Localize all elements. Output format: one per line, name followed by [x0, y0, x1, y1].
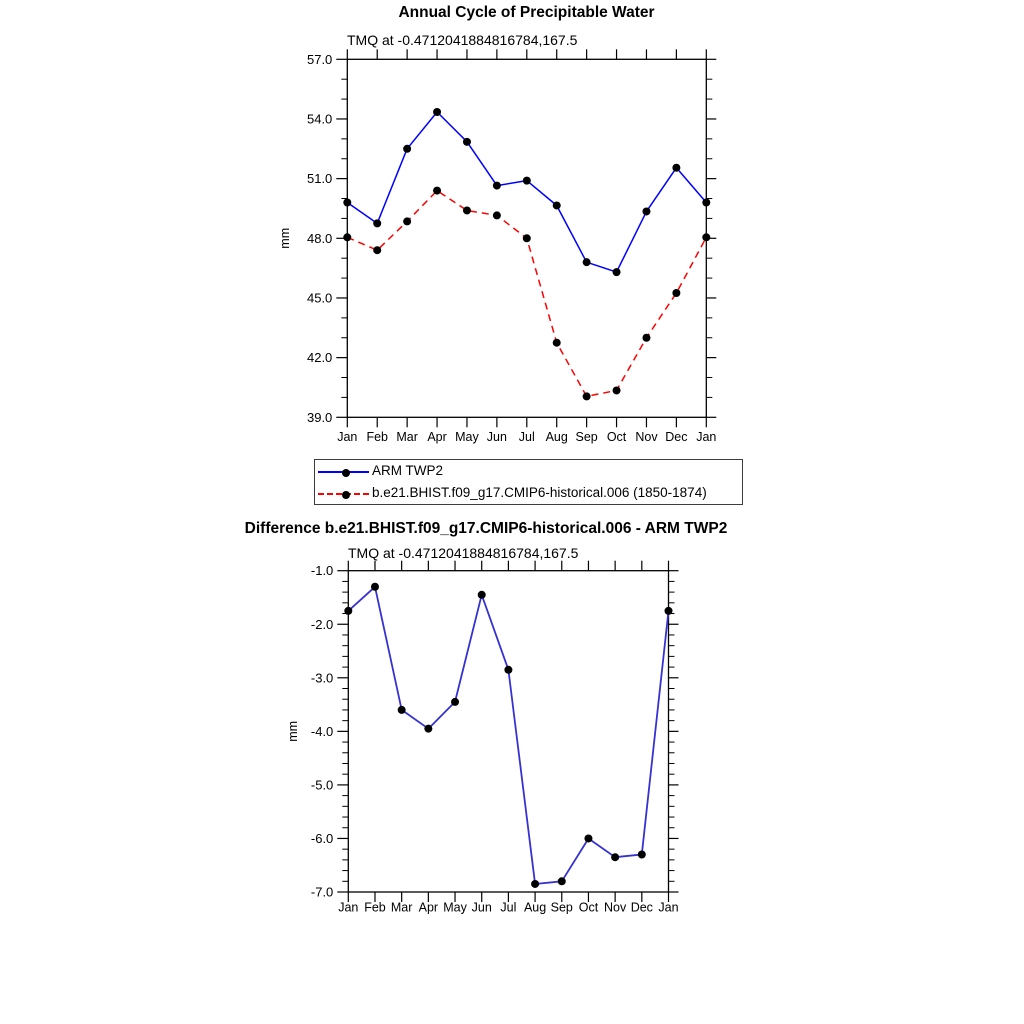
x-tick-label: Sep	[575, 430, 598, 444]
y-tick-label: -3.0	[310, 670, 334, 686]
y-tick-label: -5.0	[310, 777, 334, 793]
x-tick-label: Feb	[366, 430, 388, 444]
x-tick-label: Apr	[418, 900, 439, 915]
y-tick-label: 57.0	[306, 51, 333, 67]
x-tick-label: Dec	[630, 900, 653, 915]
data-point-marker	[451, 698, 459, 706]
data-point-marker	[584, 834, 592, 842]
data-point-marker	[373, 219, 381, 227]
data-point-marker	[463, 206, 471, 214]
data-point-marker	[343, 233, 351, 241]
data-point-marker	[523, 234, 531, 242]
x-tick-label: Feb	[364, 900, 386, 915]
series-line-0	[347, 112, 706, 272]
series-line-0	[348, 587, 668, 884]
legend-line-dashed-red	[318, 493, 369, 495]
x-tick-label: Sep	[550, 900, 573, 915]
data-point-marker	[702, 199, 710, 207]
y-tick-label: 54.0	[306, 111, 333, 127]
legend-label-model: b.e21.BHIST.f09_g17.CMIP6-historical.006 (1850-1874)	[372, 485, 707, 500]
x-tick-label: Apr	[427, 430, 447, 444]
data-point-marker	[398, 706, 406, 714]
chart1-subtitle: TMQ at -0.4712041884816784,167.5	[347, 32, 578, 48]
data-point-marker	[638, 851, 646, 859]
data-point-marker	[504, 666, 512, 674]
y-tick-label: -2.0	[310, 616, 334, 632]
series-line-1	[347, 191, 706, 397]
legend-marker-dot-icon	[342, 469, 350, 477]
data-point-marker	[642, 334, 650, 342]
x-tick-label: Nov	[635, 430, 658, 444]
data-point-marker	[433, 187, 441, 195]
x-tick-label: Jul	[500, 900, 517, 915]
legend-label-arm-twp2: ARM TWP2	[372, 463, 444, 478]
x-tick-label: Jan	[658, 900, 679, 915]
data-point-marker	[493, 182, 501, 190]
data-point-marker	[531, 880, 539, 888]
legend	[314, 459, 743, 505]
data-point-marker	[403, 217, 411, 225]
data-point-marker	[672, 164, 680, 172]
data-point-marker	[702, 233, 710, 241]
x-tick-label: Jul	[518, 430, 535, 444]
chart2-subtitle: TMQ at -0.4712041884816784,167.5	[348, 545, 579, 561]
data-point-marker	[642, 207, 650, 215]
x-tick-label: Jan	[337, 430, 358, 444]
chart1-title: Annual Cycle of Precipitable Water	[398, 4, 655, 21]
data-point-marker	[403, 145, 411, 153]
x-tick-label: Oct	[606, 430, 627, 444]
x-tick-label: Mar	[390, 900, 413, 915]
y-tick-label: 45.0	[306, 290, 333, 306]
data-point-marker	[613, 386, 621, 394]
legend-item-arm-twp2	[315, 461, 742, 482]
data-point-marker	[344, 607, 352, 615]
x-tick-label: Jan	[338, 900, 359, 915]
data-point-marker	[553, 339, 561, 347]
y-tick-label: -6.0	[310, 830, 334, 846]
data-point-marker	[424, 725, 432, 733]
data-point-marker	[343, 199, 351, 207]
data-point-marker	[558, 877, 566, 885]
y-tick-label: 51.0	[306, 171, 333, 187]
x-tick-label: Jan	[696, 430, 717, 444]
y-axis-title: mm	[286, 720, 300, 742]
x-tick-label: May	[443, 900, 467, 915]
x-tick-label: Aug	[545, 430, 568, 444]
x-tick-label: May	[455, 430, 479, 444]
data-point-marker	[611, 853, 619, 861]
plot-frame	[348, 571, 668, 892]
legend-line-solid-blue	[318, 471, 369, 473]
x-tick-label: Dec	[665, 430, 688, 444]
data-point-marker	[463, 138, 471, 146]
data-point-marker	[493, 211, 501, 219]
data-point-marker	[583, 392, 591, 400]
data-point-marker	[613, 268, 621, 276]
legend-marker-dot-icon	[342, 491, 350, 499]
data-point-marker	[523, 177, 531, 185]
y-tick-label: -1.0	[310, 563, 334, 579]
y-tick-label: -7.0	[310, 884, 334, 900]
data-point-marker	[583, 258, 591, 266]
x-tick-label: Aug	[523, 900, 547, 915]
y-axis-title: mm	[278, 227, 292, 249]
data-point-marker	[553, 201, 561, 209]
y-tick-label: 39.0	[306, 409, 333, 425]
y-tick-label: -4.0	[310, 723, 334, 739]
chart2-title: Difference b.e21.BHIST.f09_g17.CMIP6-historical.006 - ARM TWP2	[244, 520, 728, 537]
data-point-marker	[665, 607, 673, 615]
legend-item-model	[315, 483, 742, 504]
data-point-marker	[433, 108, 441, 116]
x-tick-label: Jun	[486, 430, 507, 444]
x-tick-label: Jun	[471, 900, 492, 915]
x-tick-label: Mar	[396, 430, 418, 444]
y-tick-label: 42.0	[306, 350, 333, 366]
data-point-marker	[478, 591, 486, 599]
data-point-marker	[373, 246, 381, 254]
x-tick-label: Oct	[578, 900, 599, 915]
data-point-marker	[672, 289, 680, 297]
x-tick-label: Nov	[604, 900, 627, 915]
data-point-marker	[371, 583, 379, 591]
y-tick-label: 48.0	[306, 230, 333, 246]
